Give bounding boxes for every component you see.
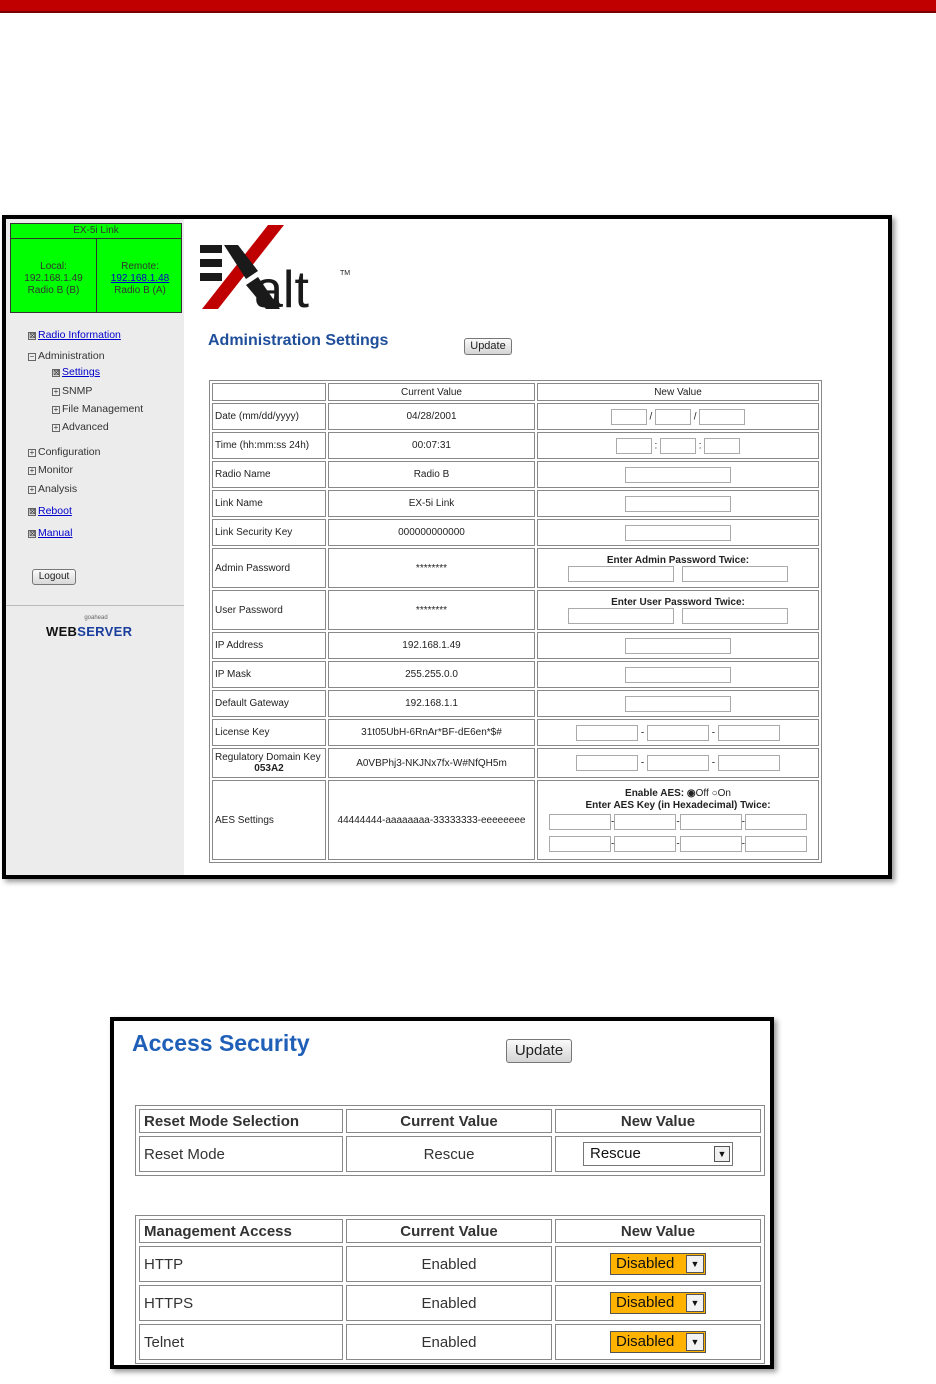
admin-password-confirm-input[interactable] (682, 566, 788, 582)
table-row (139, 1324, 761, 1360)
row-label: Link Name (212, 490, 326, 517)
table-header-row (139, 1109, 761, 1133)
aes-on-radio[interactable]: ○ (711, 788, 718, 799)
local-radio-info (11, 239, 97, 312)
month-input[interactable] (611, 409, 647, 425)
aes-key-confirm-input[interactable] (680, 836, 742, 852)
table-row (139, 1285, 761, 1321)
page-title: Administration Settings (208, 332, 389, 349)
current-value-header: Current Value (346, 1219, 552, 1243)
time-separator: : (698, 440, 702, 452)
table-row (212, 780, 819, 860)
table-row (212, 548, 819, 588)
menu-settings[interactable] (52, 366, 100, 378)
expand-icon: + (53, 387, 59, 396)
aes-enable-label: Enable AES: (625, 788, 685, 799)
col-current-header: Current Value (328, 383, 535, 401)
table-row (139, 1136, 761, 1172)
user-pw-prompt: Enter User Password Twice: (611, 596, 745, 608)
expand-icon: ⊠ (29, 507, 36, 516)
collapse-icon: − (29, 352, 35, 361)
user-password-confirm-input[interactable] (682, 608, 788, 624)
manual-link[interactable]: Manual (38, 527, 73, 539)
gateway-input[interactable] (625, 696, 731, 712)
table-row (212, 461, 819, 488)
select-value: Disabled (616, 1255, 675, 1272)
admin-pw-prompt: Enter Admin Password Twice: (606, 554, 750, 566)
row-current: Radio B (328, 461, 535, 488)
dash: - (640, 757, 645, 769)
dash: - (610, 838, 615, 850)
radio-information-link[interactable]: Radio Information (38, 329, 121, 341)
table-row (212, 748, 819, 778)
row-label: License Key (212, 719, 326, 746)
snmp-label: SNMP (62, 385, 93, 397)
dash: - (610, 816, 615, 828)
table-row (212, 590, 819, 630)
row-current: 04/28/2001 (328, 403, 535, 430)
expand-icon: ⊠ (29, 331, 36, 340)
menu-radio-information[interactable] (28, 329, 121, 341)
expand-icon: + (29, 448, 35, 457)
table-header-row (139, 1219, 761, 1243)
row-label: Telnet (139, 1324, 343, 1360)
aes-on-label: On (717, 788, 731, 799)
link-title: EX-5i Link (11, 224, 181, 239)
menu-manual[interactable] (28, 527, 72, 539)
expand-icon: ⊠ (53, 368, 60, 377)
reset-mode-table (135, 1105, 765, 1176)
logo-alt-text: alt (254, 261, 309, 317)
day-input[interactable] (655, 409, 691, 425)
reg-key-input-3[interactable] (718, 755, 780, 771)
row-label: IP Mask (212, 661, 326, 688)
row-current: ******** (328, 548, 535, 588)
aes-key-input[interactable] (745, 814, 807, 830)
expand-icon: + (29, 466, 35, 475)
row-current: Rescue (346, 1136, 552, 1172)
second-input[interactable] (704, 438, 740, 454)
http-access-select[interactable] (610, 1253, 706, 1275)
dash: - (711, 757, 716, 769)
user-password-input[interactable] (568, 608, 674, 624)
dash: - (640, 727, 645, 739)
chevron-down-icon: ▼ (686, 1255, 704, 1273)
license-key-input-2[interactable] (647, 725, 709, 741)
row-label: Admin Password (212, 548, 326, 588)
chevron-down-icon: ▼ (714, 1146, 730, 1162)
table-row (212, 690, 819, 717)
minute-input[interactable] (660, 438, 696, 454)
aes-key-confirm-input[interactable] (614, 836, 676, 852)
reg-key-input-2[interactable] (647, 755, 709, 771)
aes-enable-row (540, 788, 816, 800)
access-security-title: Access Security (132, 1030, 310, 1056)
date-separator: / (649, 411, 653, 423)
access-security-screenshot (110, 1017, 774, 1369)
management-access-table (135, 1215, 765, 1364)
row-label: HTTP (139, 1246, 343, 1282)
row-label: Radio Name (212, 461, 326, 488)
configuration-label: Configuration (38, 446, 101, 458)
reset-mode-header: Reset Mode Selection (139, 1109, 343, 1133)
row-current: A0VBPhj3-NKJNx7fx-W#NfQH5m (328, 748, 535, 778)
reg-domain-code: 053A2 (254, 763, 284, 774)
row-label: Link Security Key (212, 519, 326, 546)
logout-button[interactable]: Logout (32, 569, 76, 585)
link-key-input[interactable] (625, 525, 731, 541)
row-current: Enabled (346, 1246, 552, 1282)
ip-mask-input[interactable] (625, 667, 731, 683)
row-label: Default Gateway (212, 690, 326, 717)
dash: - (676, 816, 680, 828)
sidebar (6, 219, 184, 875)
row-current: 255.255.0.0 (328, 661, 535, 688)
dash: - (711, 727, 716, 739)
aes-key-confirm-input[interactable] (549, 836, 611, 852)
date-inputs (537, 403, 819, 430)
link-name-input[interactable] (625, 496, 731, 512)
exalt-logo (196, 223, 356, 317)
reg-key-input-1[interactable] (576, 755, 638, 771)
row-current: 000000000000 (328, 519, 535, 546)
row-current: 192.168.1.1 (328, 690, 535, 717)
aes-prompt: Enter AES Key (in Hexadecimal) Twice: (585, 800, 771, 811)
update-button[interactable]: Update (506, 1039, 572, 1063)
reset-mode-select[interactable] (583, 1142, 733, 1166)
select-value: Disabled (616, 1294, 675, 1311)
aes-off-radio[interactable]: ◉ (686, 788, 696, 799)
row-current: Enabled (346, 1324, 552, 1360)
menu-reboot[interactable] (28, 505, 72, 517)
aes-key-row-1 (540, 814, 816, 830)
menu-snmp[interactable] (52, 385, 92, 397)
row-current: 44444444-aaaaaaaa-33333333-eeeeeeee (328, 780, 535, 860)
row-current: EX-5i Link (328, 490, 535, 517)
date-separator: / (693, 411, 697, 423)
chevron-down-icon: ▼ (686, 1294, 704, 1312)
license-key-input-1[interactable] (576, 725, 638, 741)
row-label: IP Address (212, 632, 326, 659)
aes-key-input[interactable] (549, 814, 611, 830)
dash: - (676, 838, 680, 850)
update-button[interactable]: Update (464, 338, 512, 355)
admin-settings-screenshot (2, 215, 892, 879)
dash: - (741, 838, 746, 850)
menu-file-management[interactable] (52, 403, 143, 415)
reset-mode-select-value: Rescue (590, 1145, 641, 1162)
license-key-input-3[interactable] (718, 725, 780, 741)
col-new-header: New Value (537, 383, 819, 401)
aes-key-input[interactable] (614, 814, 676, 830)
aes-key-row-2 (540, 836, 816, 852)
row-current: Enabled (346, 1285, 552, 1321)
new-value-header: New Value (555, 1109, 761, 1133)
expand-icon: ⊠ (29, 529, 36, 538)
table-row (212, 432, 819, 459)
row-current: 00:07:31 (328, 432, 535, 459)
row-label: Reset Mode (139, 1136, 343, 1172)
file-management-label: File Management (62, 403, 144, 415)
aes-off-label: Off (695, 788, 709, 799)
reboot-link[interactable]: Reboot (38, 505, 72, 517)
page-header-bar (0, 0, 936, 13)
menu-analysis[interactable] (28, 483, 77, 495)
row-label: Date (mm/dd/yyyy) (212, 403, 326, 430)
table-header-row (212, 383, 819, 401)
remote-ip-link[interactable]: 192.168.1.48 (110, 273, 170, 284)
menu-administration[interactable] (28, 350, 105, 362)
row-label: Regulatory Domain Key (215, 752, 321, 763)
local-radio: Radio B (B) (27, 285, 80, 296)
chevron-down-icon: ▼ (686, 1333, 704, 1351)
logo-tm: TM (340, 270, 351, 277)
table-row (212, 490, 819, 517)
row-label: User Password (212, 590, 326, 630)
dash: - (741, 816, 746, 828)
row-current: 31t05UbH-6RnAr*BF-dE6en*$# (328, 719, 535, 746)
table-row (212, 632, 819, 659)
menu-monitor[interactable] (28, 464, 73, 476)
menu-configuration[interactable] (28, 446, 100, 458)
aes-key-input[interactable] (680, 814, 742, 830)
row-label: AES Settings (212, 780, 326, 860)
analysis-label: Analysis (38, 483, 78, 495)
admin-password-input[interactable] (568, 566, 674, 582)
remote-radio-info (97, 239, 183, 312)
webserver-logo (46, 624, 132, 639)
administration-label: Administration (38, 350, 105, 362)
radio-name-input[interactable] (625, 467, 731, 483)
https-access-select[interactable] (610, 1292, 706, 1314)
link-status-box (10, 223, 182, 313)
telnet-access-select[interactable] (610, 1331, 706, 1353)
admin-settings-table (209, 380, 822, 863)
ip-address-input[interactable] (625, 638, 731, 654)
goahead-label: goahead (84, 615, 108, 621)
table-row (212, 719, 819, 746)
local-label: Local: (40, 261, 67, 272)
time-separator: : (654, 440, 658, 452)
row-current: 192.168.1.49 (328, 632, 535, 659)
management-access-header: Management Access (139, 1219, 343, 1243)
year-input[interactable] (699, 409, 745, 425)
expand-icon: + (53, 423, 59, 432)
table-row (212, 661, 819, 688)
current-value-header: Current Value (346, 1109, 552, 1133)
table-row (139, 1246, 761, 1282)
row-label: Time (hh:mm:ss 24h) (212, 432, 326, 459)
webserver-logo-b: SERVER (77, 624, 133, 639)
remote-label: Remote: (121, 261, 159, 272)
monitor-label: Monitor (38, 464, 74, 476)
webserver-logo-a: WEB (46, 624, 78, 639)
new-value-header: New Value (555, 1219, 761, 1243)
sidebar-divider (6, 605, 184, 606)
hour-input[interactable] (616, 438, 652, 454)
expand-icon: + (53, 405, 59, 414)
row-current: ******** (328, 590, 535, 630)
settings-link[interactable]: Settings (62, 366, 100, 378)
time-inputs (537, 432, 819, 459)
aes-key-confirm-input[interactable] (745, 836, 807, 852)
advanced-label: Advanced (62, 421, 109, 433)
table-row (212, 403, 819, 430)
menu-advanced[interactable] (52, 421, 109, 433)
row-label: HTTPS (139, 1285, 343, 1321)
table-row (212, 519, 819, 546)
select-value: Disabled (616, 1333, 675, 1350)
expand-icon: + (29, 485, 35, 494)
local-ip: 192.168.1.49 (24, 273, 83, 284)
remote-radio: Radio B (A) (114, 285, 166, 296)
